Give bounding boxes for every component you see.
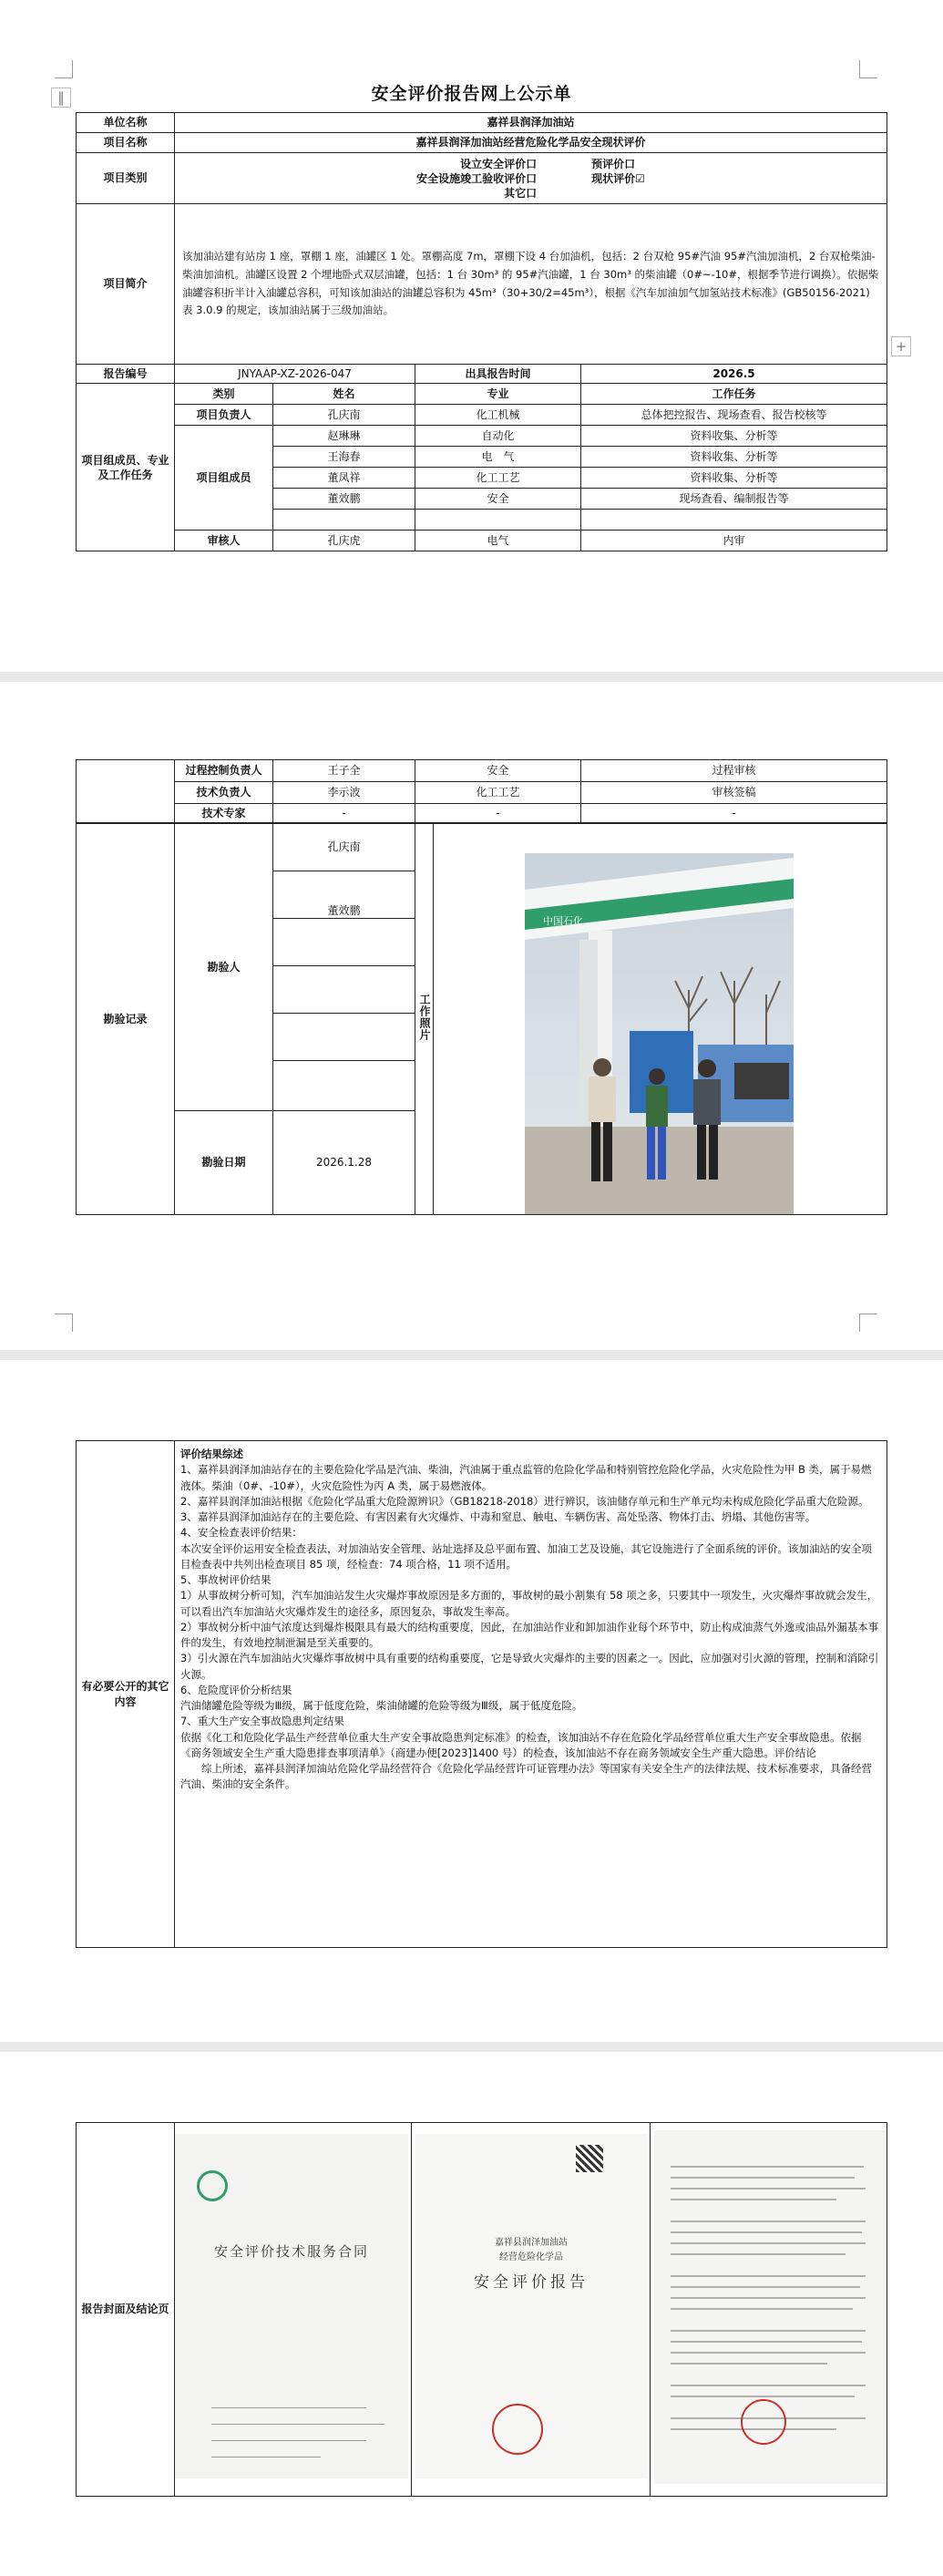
canopy-sign: 中国石化 xyxy=(543,915,583,927)
inspector-label: 勘验人 xyxy=(175,824,273,1111)
role-cell: 过程控制负责人 xyxy=(175,760,273,782)
result-paragraph: 2、嘉祥县润泽加油站根据《危险化学品重大危险源辨识》（GB18218-2018）进行辨识，该油储存单元和生产单元均未构成危险化学品重大危险源。 xyxy=(180,1494,869,1508)
role-cell: 项目负责人 xyxy=(175,405,273,426)
role-cell: 技术专家 xyxy=(175,804,273,823)
unit-name-value: 嘉祥县润泽加油站 xyxy=(175,113,887,133)
info-table xyxy=(76,112,887,551)
major-cell: - xyxy=(415,804,581,823)
col-header-category: 类别 xyxy=(175,384,273,405)
contract-title: 安全评价技术服务合同 xyxy=(213,2243,369,2260)
name-cell: 孔庆虎 xyxy=(273,531,415,551)
inspection-date-label: 勘验日期 xyxy=(175,1111,273,1215)
report-no-label: 报告编号 xyxy=(77,365,175,384)
task-cell: 资料收集、分析等 xyxy=(581,468,887,489)
project-name-label: 项目名称 xyxy=(77,133,175,153)
major-cell xyxy=(415,510,581,531)
result-paragraph: 1）从事故树分析可知，汽车加油站发生火灾爆炸事故原因是多方面的，事故树的最小割集有 58 项之多，只要其中一项发生，火灾爆炸事故就会发生，可以看出汽车加油站火灾爆炸发生的途径多，原因复杂，事故发生率高。 xyxy=(180,1589,878,1618)
other-content-table xyxy=(76,1440,887,1948)
site-photo xyxy=(525,853,794,1214)
role-cell: 审核人 xyxy=(175,531,273,551)
document-page-4 xyxy=(0,2052,943,2576)
category-option[interactable]: 现状评价☑ xyxy=(591,171,645,185)
name-cell: 董效鹏 xyxy=(273,489,415,510)
result-paragraph: 6、危险度评价分析结果 xyxy=(180,1683,292,1696)
table-row xyxy=(77,405,887,426)
report-sub1: 嘉祥县润泽加油站 xyxy=(495,2238,568,2248)
col-header-task: 工作任务 xyxy=(581,384,887,405)
result-paragraph: 1、嘉祥县润泽加油站存在的主要危险化学品是汽油、柴油，汽油属于重点监管的危险化学品和特别管控危险化学品，火灾危险性为甲 B 类，属于易燃液体。柴油（0#、-10#），火灾危险性为丙 A 类，属于易燃液体。 xyxy=(180,1463,872,1492)
document-page-2 xyxy=(0,682,943,1350)
page-title: 安全评价报告网上公示单 xyxy=(371,84,572,104)
team-table-continued xyxy=(76,759,887,823)
task-cell: - xyxy=(581,804,887,823)
project-category-label: 项目类别 xyxy=(77,153,175,204)
table-row xyxy=(77,804,887,823)
result-paragraph: 本次安全评价运用安全检查表法，对加油站安全管理、站址选择及总平面布置、加油工艺及设施，其它设施进行了全面系统的评价。该加油站的安全项目检查表中共列出检查项目 85 项，经检查：74 项合格，11 项不适用。 xyxy=(180,1541,872,1571)
major-cell: 安全 xyxy=(415,489,581,510)
role-cell: 项目组成员 xyxy=(175,426,273,531)
seal-icon xyxy=(492,2404,543,2455)
name-cell: 王子全 xyxy=(273,760,415,782)
col-header-major: 专业 xyxy=(415,384,581,405)
task-cell: 过程审核 xyxy=(581,760,887,782)
table-row xyxy=(77,426,887,447)
result-paragraph: 3）引火源在汽车加油站火灾爆炸事故树中具有重要的结构重要度，它是导致火灾爆炸的主要的因素之一。因此，应加强对引火源的管理，控制和消除引火源。 xyxy=(180,1652,879,1681)
table-row xyxy=(77,531,887,551)
major-cell: 化工工艺 xyxy=(415,468,581,489)
task-cell: 总体把控报告、现场查看、报告校核等 xyxy=(581,405,887,426)
conclusion-image xyxy=(654,2130,886,2484)
task-cell: 审核签稿 xyxy=(581,782,887,804)
inspector-name: 董效鹏 xyxy=(273,871,415,919)
table-row xyxy=(77,760,887,782)
col-header-name: 姓名 xyxy=(273,384,415,405)
table-row xyxy=(77,782,887,804)
add-row-icon[interactable]: + xyxy=(891,336,911,356)
report-no-value: JNYAAP-XZ-2026-047 xyxy=(175,365,415,384)
result-paragraph: 汽油储罐危险等级为Ⅲ级，属于低度危险，柴油储罐的危险等级为Ⅲ级，属于低度危险。 xyxy=(180,1699,583,1712)
cover-label: 报告封面及结论页 xyxy=(77,2123,175,2497)
project-intro-label: 项目简介 xyxy=(77,204,175,365)
category-option[interactable]: 安全设施竣工验收评价口 xyxy=(416,171,538,185)
issue-time-value: 2026.5 xyxy=(581,365,887,384)
major-cell: 电 气 xyxy=(415,447,581,468)
project-name-value: 嘉祥县润泽加油站经营危险化学品安全现状评价 xyxy=(175,133,887,153)
logo-icon xyxy=(197,2170,228,2201)
task-cell: 内审 xyxy=(581,531,887,551)
task-cell: 资料收集、分析等 xyxy=(581,426,887,447)
category-option[interactable]: 预评价口 xyxy=(591,157,636,170)
name-cell: 董凤祥 xyxy=(273,468,415,489)
name-cell: 孔庆南 xyxy=(273,405,415,426)
result-paragraph: 7、重大生产安全事故隐患判定结果 xyxy=(180,1715,344,1728)
qr-code-icon xyxy=(576,2145,603,2172)
role-cell: 技术负责人 xyxy=(175,782,273,804)
result-paragraph: 4、安全检查表评价结果： xyxy=(180,1526,302,1540)
result-paragraph: 评价结果综述 xyxy=(180,1448,243,1460)
major-cell: 化工机械 xyxy=(415,405,581,426)
collapse-handle-icon[interactable]: ‖ xyxy=(51,88,71,108)
contract-image xyxy=(175,2134,408,2478)
result-paragraph: 5、事故树评价结果 xyxy=(180,1573,272,1586)
work-photo-label: 工作照片 xyxy=(415,824,434,1215)
task-cell: 现场查看、编制报告等 xyxy=(581,489,887,510)
category-option[interactable]: 其它口 xyxy=(504,186,538,200)
project-intro-text: 该加油站建有站房 1 座，罩棚 1 座，油罐区 1 处。罩棚高度 7m，罩棚下设 4 台加油机，包括：2 台双枪 95#汽油 95#汽油加油机，2 台双枪柴油-柴油加油机。油罐区设置 2 个埋地卧式双层油罐，包括：1 台 30m³ 的 95#汽油罐，1 台 30m³ 的柴油罐（0#~-10#，根据季节进行调换）。依据柴油罐容积折半计入油罐总容积，可知该加油站的油罐总容积为 45m³（30+30/2=45m³），根据《汽车加油加气加氢站技术标准》(GB50156-2021)表 3.0.9 的规定，该加油站属于三级加油站。 xyxy=(175,204,887,365)
inspection-label: 勘验记录 xyxy=(77,824,175,1215)
name-cell xyxy=(273,510,415,531)
major-cell: 电气 xyxy=(415,531,581,551)
result-paragraph: 依据《化工和危险化学品生产经营单位重大生产安全事故隐患判定标准》的检查，该加油站不存在危险化学品经营单位重大生产安全事故隐患。依据《商务领域安全生产重大隐患排查事项清单》（商建办便[2023]1400 号）的检查，该加油站不存在商务领域安全生产重大隐患。评价结论 xyxy=(180,1730,862,1759)
report-title: 安全评价报告 xyxy=(474,2273,589,2292)
unit-name-label: 单位名称 xyxy=(77,113,175,133)
result-paragraph: 综上所述，嘉祥县润泽加油站危险化学品经营符合《危险化学品经营许可证管理办法》等国家有关安全生产的法律法规、技术标准要求，具备经营汽油、柴油的安全条件。 xyxy=(180,1762,872,1791)
report-cover-image xyxy=(415,2134,647,2478)
result-paragraph: 2）事故树分析中油气浓度达到爆炸极限具有最大的结构重要度，因此，在加油站作业和卸加油作业每个环节中，防止构成油蒸气外逸或油品外漏基本事件的发生，有效地控制泄漏是至关重要的。 xyxy=(180,1620,879,1649)
other-content-label: 有必要公开的其它内容 xyxy=(77,1441,175,1948)
major-cell: 安全 xyxy=(415,760,581,782)
name-cell: 王海春 xyxy=(273,447,415,468)
major-cell: 化工工艺 xyxy=(415,782,581,804)
result-paragraph: 3、嘉祥县润泽加油站存在的主要危险、有害因素有火灾爆炸、中毒和窒息、触电、车辆伤害、高处坠落、物体打击、坍塌、其他伤害等。 xyxy=(180,1510,816,1523)
name-cell: 李示波 xyxy=(273,782,415,804)
issue-time-label: 出具报告时间 xyxy=(415,365,581,384)
evaluation-result-text xyxy=(175,1441,887,1948)
report-sub2: 经营危险化学品 xyxy=(499,2252,563,2262)
name-cell: 赵琳琳 xyxy=(273,426,415,447)
team-label: 项目组成员、专业及工作任务 xyxy=(77,384,175,551)
task-cell xyxy=(581,510,887,531)
category-option[interactable]: 设立安全评价口 xyxy=(460,157,538,170)
inspection-date-value: 2026.1.28 xyxy=(273,1111,415,1215)
name-cell: - xyxy=(273,804,415,823)
task-cell: 资料收集、分析等 xyxy=(581,447,887,468)
major-cell: 自动化 xyxy=(415,426,581,447)
project-category-options xyxy=(175,153,887,204)
document-page-1 xyxy=(0,0,943,672)
document-page-3 xyxy=(0,1360,943,2042)
inspector-name: 孔庆南 xyxy=(273,824,415,871)
